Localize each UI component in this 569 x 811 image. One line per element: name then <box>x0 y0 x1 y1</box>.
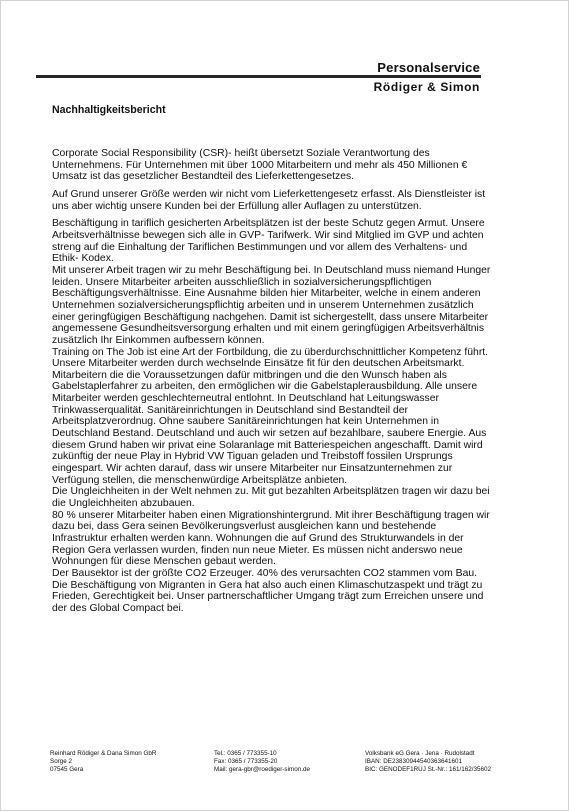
text-line: Mitarbeitern die die Voraussetzungen dafür mitbringen und die den Wunsch haben als <box>52 369 447 381</box>
text-line: Ethik- Kodex. <box>52 253 114 265</box>
footer-email: Mail: gera-gbr@roediger-simon.de <box>214 766 310 773</box>
text-line: Corporate Social Responsibility (CSR)- heißt übersetzt Soziale Verantwortung des <box>52 148 430 159</box>
footer-fax: Fax: 0365 / 773355-20 <box>214 758 278 765</box>
text-line: Verfügung stellen, die menschenwürdige Arbeitsplätze anbieten. <box>52 474 348 486</box>
text-line: Auf Grund unserer Größe werden wir nicht vom Lieferkettengesetz erfasst. Als Dienstleister ist <box>52 188 486 200</box>
text-line: Deutschland Bestand. Deutschland und auch wir setzen auf bezahlbare, saubere Energie. Aus <box>52 428 487 440</box>
footer-iban: IBAN: DE23830944540363641601 <box>365 758 462 765</box>
logo-rule <box>36 75 481 78</box>
paragraph <box>52 347 544 487</box>
text-line: Infrastruktur erhalten werden kann. Wohnungen die auf Grund des Strukturwandels in der <box>52 533 464 544</box>
text-line: Mit unserer Arbeit tragen wir zu mehr Beschäftigung bei. In Deutschland muss niemand Hunger <box>52 264 491 276</box>
text-line: Frieden, Gerechtigkeit bei. Unser partnerschaftlicher Umgang trägt zum Erreichen unsere und <box>52 591 484 603</box>
footer-contact <box>214 750 310 774</box>
text-line: Unternehmen sozialversicherungspflichtig arbeiten und in unserem Unternehmen zusätzlich <box>52 299 474 311</box>
text-line: Gabelstaplerfahrer zu arbeiten, den ermöglichen wir die Gabelstaplerausbildung. Alle unsere <box>52 381 478 393</box>
text-line: Region Gera verlassen wurden, finden nun neue Mieter. Es müssen nicht anderswo neue <box>52 544 463 556</box>
text-line: Umsatz ist das gesetzlicher Bestandteil des Lieferkettengesetzes. <box>52 171 355 183</box>
text-line: Trinkwasserqualität. Sanitäreinrichtungen in Deutschland sind Bestandteil der <box>52 404 408 416</box>
document-title: Nachhaltigkeitsbericht <box>52 104 166 116</box>
text-line: Die Ungleichheiten in der Welt nehmen zu. Mit gut bezahlten Arbeitsplätzen tragen wir dazu bei <box>52 486 490 498</box>
text-line: Wohnungen für diese Menschen gebaut werden. <box>52 556 276 568</box>
paragraph <box>52 510 544 568</box>
text-line: diesem Grund haben wir privat eine Solaranlage mit Batteriespeichen angeschafft. Damit wird <box>52 439 483 451</box>
logo-owner-names: Rödiger & Simon <box>373 80 480 94</box>
footer-bank-name: Volksbank eG Gera · Jena · Rudolstadt <box>365 750 475 757</box>
text-line: dazu bei, dass Gera seinen Bevölkerungsverlust ausgleichen kann und bestehende <box>52 521 437 533</box>
text-line: zusätzlich Ihr Einkommen aufbessern können. <box>52 334 265 346</box>
text-line: die Ungleichheiten abzubauen. <box>52 498 195 510</box>
text-line: Der Bausektor ist der größte CO2 Erzeuger. 40% des verursachten CO2 stammen vom Bau. <box>52 567 478 579</box>
footer-phone: Tel.: 0365 / 773355-10 <box>214 750 277 757</box>
paragraph <box>52 218 544 265</box>
paragraph <box>52 148 544 183</box>
text-line: Beschäftigungsverhältnisse. Eine Ausnahme bilden hier Mitarbeiter, welche in einem anderen <box>52 288 481 300</box>
text-line: Arbeitsverhältnisse bewegen sich alle in GVP- Tarifwerk. Wir sind Mitglied im GVP und achten <box>52 229 484 241</box>
logo-company-name: Personalservice <box>377 60 480 75</box>
paragraph <box>52 486 544 509</box>
text-line: Unsere Mitarbeiter werden durch wechselnde Einsätze fit für den deutschen Arbeitsmarkt. <box>52 358 465 370</box>
paragraph <box>52 189 544 212</box>
text-line: eingespart. Wir achten darauf, dass wir unsere Mitarbeiter nur Einsatzunternehmen zur <box>52 463 453 475</box>
text-line: leiden. Unsere Mitarbeiter arbeiten ausschließlich in sozialversicherungspflichtigen <box>52 276 432 288</box>
footer-bank <box>365 750 491 774</box>
text-line: zukünftig der neue Play in Hybrid VW Tiguan geladen und Treibstoff fossilen Ursprungs <box>52 451 453 463</box>
text-line: Beschäftigung in tariflich gesicherten Arbeitsplätzen ist der beste Schutz gegen Armut. Unsere <box>52 218 485 230</box>
text-line: uns aber wichtig unsere Kunden bei der Erfüllung aller Auflagen zu unterstützen. <box>52 200 422 212</box>
paragraph <box>52 568 544 615</box>
footer-company: Reinhard Rödiger & Dana Simon GbR <box>50 750 157 757</box>
text-line: Unternehmens. Für Unternehmen mit über 1000 Mitarbeitern und mehr als 450 Millionen € <box>52 159 468 171</box>
text-line: angemessene Gesundheitsversorgung erhalten und mit einem geringfügigen Arbeitsverhältnis <box>52 323 485 335</box>
text-line: streng auf die Einhaltung der Tariflichen Bestimmungen und vor allem des Verhaltens- und <box>52 241 468 253</box>
paragraph <box>52 265 544 347</box>
text-line: Mitarbeiter werden geschlechterneutral entlohnt. In Deutschland hat Leitungswasser <box>52 393 439 405</box>
footer-bic-taxno: BIC: GENODEF1RUJ St.-Nr.: 161/162/35602 <box>365 766 491 773</box>
text-line: Arbeitsplatzverordnug. Ohne saubere Sanitäreinrichtungen hat kein Unternehmen in <box>52 416 440 428</box>
text-line: Training on The Job ist eine Art der Fortbildung, die zu überdurchschnittlicher Kompetenz führt. <box>52 346 489 358</box>
text-line: einer geringfügigen Beschäftigung nachgehen. Damit ist sichergestellt, dass unsere Mitarbeiter <box>52 311 489 323</box>
text-line: Die Beschäftigung von Migranten in Gera hat also auch einen Klimaschutzaspekt und trägt zu <box>52 579 483 591</box>
footer-address <box>50 750 156 774</box>
report-body <box>52 148 544 615</box>
text-line: 80 % unserer Mitarbeiter haben einen Migrationshintergrund. Mit ihrer Beschäftigung tragen wir <box>52 509 490 521</box>
text-line: der des Global Compact bei. <box>52 602 184 614</box>
footer-city: 07545 Gera <box>50 766 84 773</box>
footer-street: Sorge 2 <box>50 758 73 765</box>
